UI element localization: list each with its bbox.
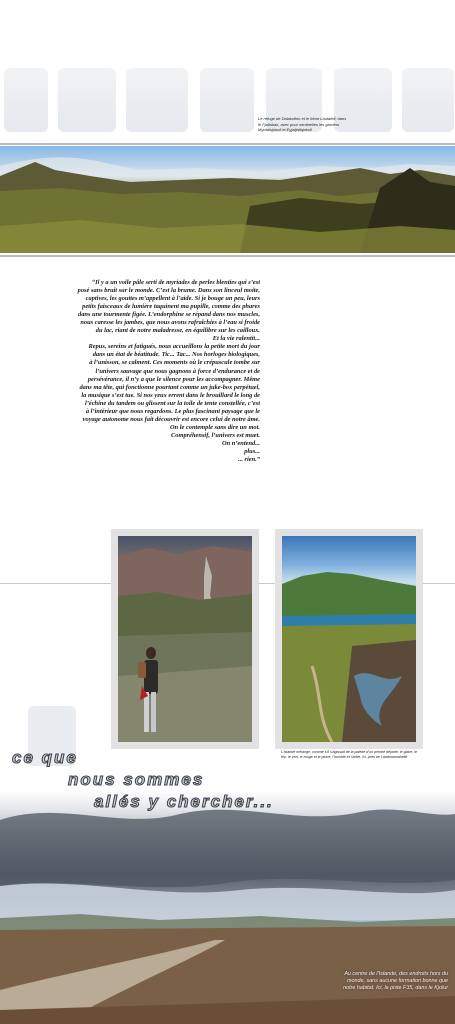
mountain-landscape bbox=[0, 146, 455, 253]
photo-frame-left bbox=[111, 529, 259, 749]
glyph-decoration bbox=[402, 68, 454, 132]
glyph-decoration bbox=[200, 68, 254, 132]
title-line-3: allés y chercher... bbox=[94, 792, 274, 811]
quote-text: “Il y a un voile pâle serti de myriades de perles blenties qui s’est posé sans bruit sur le monde. C’est la brume. Dans son linceul moite, captives, les gouttes m’appellent à l’aide. Si je bouge un peu, leurs petits faisceaux de lumière taquinent ma pupille, comme des phares dans une tourmente figée. L’endorphine se répand dans nos muscles, nous caresse les jambes, que nous avons rafraîchies à l’eau si froide du lac, riant de notre maladresse, en équilibre sur les cailloux. Et la vie ralentit... Repus, sereins et fatigués, nous accueillons la petite mort du jour dans un état de béatitude. Tic... Tac... Nos horloges biologiques, à l’unisson, se calment. Ces moments où le crépuscule tombe sur l’univers sauvage que nous gagnons à force d’endurance et de persévérance, il n’y a que le silence pour les accompagner. Même dans ma tête, qui fonctionne pourtant comme un juke-box perpétuel, la musique s’est tue. Si nos yeux errent dans le brouillard le long de l’échine du tandem ou glissent sur la toile de tente constellée, c’est à l’intérieur que nous regardons. Le plus fascinant paysage que le voyage autonome nous fait découvrir est encore celui de notre âme. On le contemple sans dire un mot. Compréhensif, l’univers est muet. On n’entend... plus... ... rien.” bbox=[77, 279, 260, 464]
title-line-1: ce que bbox=[12, 748, 78, 767]
glyph-decoration bbox=[4, 68, 48, 132]
hiker-photo bbox=[118, 536, 252, 742]
photo-frame-right bbox=[275, 529, 423, 749]
panorama-caption: Le refuge de Dalakofinn et le Mont Laufafell; dans le Fjallabak, avec pour sentinelles les glaciers Myrdalsjokull et Eyjafjallajokull bbox=[258, 116, 347, 132]
divider-line bbox=[0, 255, 455, 257]
panorama-photo bbox=[0, 146, 455, 253]
glyph-decoration bbox=[126, 68, 188, 132]
title-line-2: nous sommes bbox=[68, 770, 205, 789]
valley-photo bbox=[282, 536, 416, 742]
road-caption: Au centre de l’Islande, des endroits hors du monde, sans aucune formation bonne que notre habitat. Ici, la piste F35, dans le Kjolur bbox=[343, 971, 448, 991]
valley-caption: L’Islande mélange, comme s’il s’agissait de la palette d’un peintre déjanté, le glace, le feu, le vert, le rouge et le jaune, l’humide et l’aride. Ici, près de Landmannahellir bbox=[281, 750, 418, 759]
glyph-decoration bbox=[58, 68, 116, 132]
decorative-glyph-band bbox=[0, 60, 455, 140]
divider-line bbox=[0, 143, 455, 145]
